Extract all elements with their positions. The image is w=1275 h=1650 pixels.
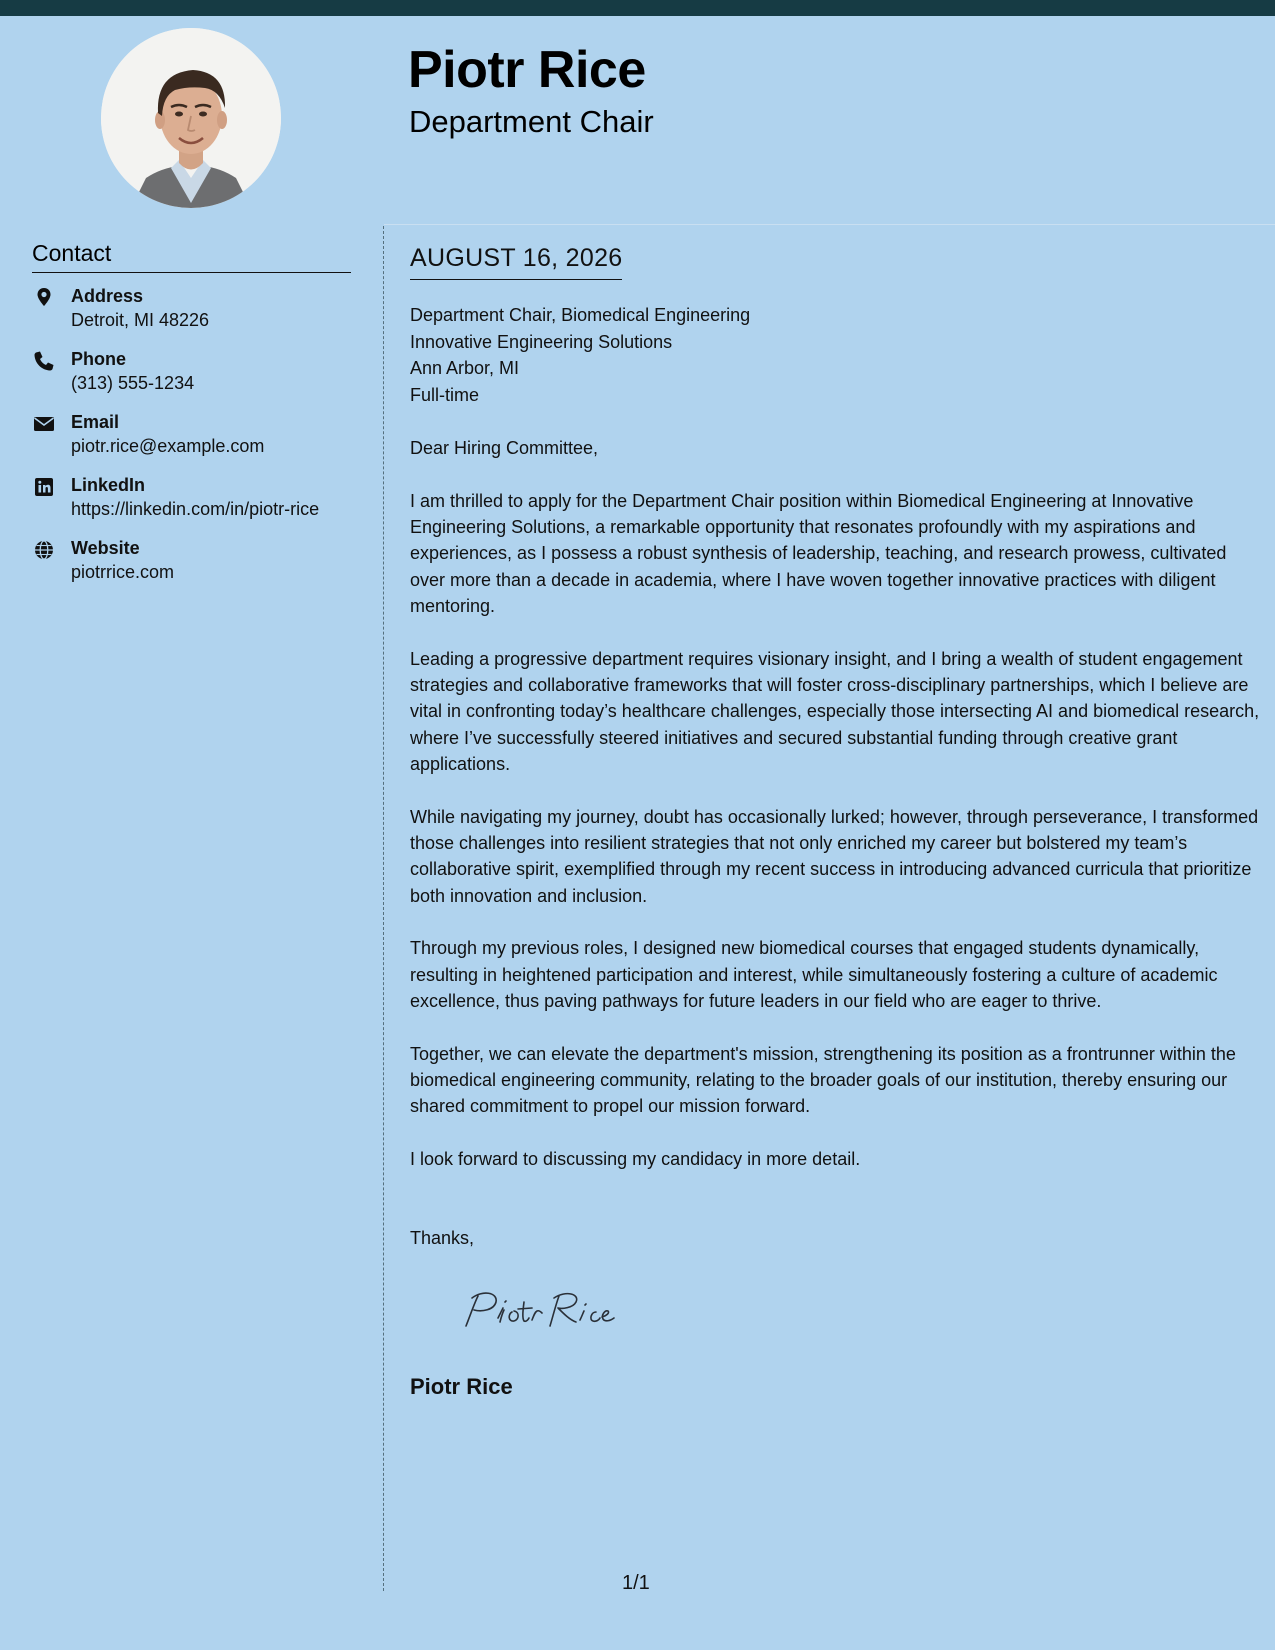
map-pin-icon <box>32 286 56 310</box>
email-value[interactable]: piotr.rice@example.com <box>71 436 265 456</box>
contact-label: Address <box>71 286 144 306</box>
recipient-block <box>410 302 750 408</box>
globe-icon <box>32 538 56 562</box>
letter-paragraph: Through my previous roles, I designed new biomedical courses that engaged students dynamically, resulting in heightened participation and interest, while simultaneously fostering a culture of academic excellence, thus paving pathways for future leaders in our field who are eager to thrive. <box>410 938 1218 1012</box>
address-value: Detroit, MI 48226 <box>71 310 210 330</box>
header-divider <box>384 224 1275 225</box>
contact-label: Phone <box>71 349 127 369</box>
letter-body <box>410 435 1260 1199</box>
contact-heading: Contact <box>32 240 112 266</box>
letter-paragraph: Together, we can elevate the department's mission, strengthening its position as a frontrunner within the biomedical engineering community, relating to the broader goals of our institution, thereby ensuring our shared commitment to propel our mission forward. <box>410 1043 1236 1117</box>
letter-date: AUGUST 16, 2026 <box>410 244 622 280</box>
contact-item-email <box>32 412 372 475</box>
profile-photo <box>101 28 281 208</box>
contact-label: LinkedIn <box>71 475 146 495</box>
signer-name: Piotr Rice <box>410 1374 513 1399</box>
letter-paragraph: I am thrilled to apply for the Department Chair position within Biomedical Engineering at Innovative Engineering Solutions, a remarkable opportunity that resonates profoundly with my aspirations and experiences, as I possess a robust synthesis of leadership, teaching, and research prowess, cultivated over more than a decade in academia, where I have woven together innovative practices with diligent mentoring. <box>410 490 1227 616</box>
phone-value: (313) 555-1234 <box>71 373 195 393</box>
linkedin-icon <box>32 475 56 499</box>
page-number: 1/1 <box>622 1572 650 1594</box>
phone-icon <box>32 349 56 373</box>
applicant-name: Piotr Rice <box>408 41 646 99</box>
linkedin-value[interactable]: https://linkedin.com/in/piotr-rice <box>71 499 320 519</box>
contact-item-address <box>32 286 372 349</box>
letter-paragraph: I look forward to discussing my candidacy in more detail. <box>410 1149 861 1170</box>
applicant-role: Department Chair <box>409 104 654 139</box>
letter-paragraph: Leading a progressive department requires visionary insight, and I bring a wealth of student engagement strategies and collaborative frameworks that will foster cross-disciplinary partnerships, which I believe are vital in confronting today’s healthcare challenges, especially those intersecting AI and biomedical research, where I’ve successfully steered initiatives and secured substantial funding through creative grant applications. <box>410 648 1260 774</box>
top-accent-bar <box>0 0 1275 16</box>
letter-paragraph: While navigating my journey, doubt has occasionally lurked; however, through perseverance, I transformed those challenges into resilient strategies that not only enriched my career but bolstered my team’s collaborative spirit, exemplified through my recent success in introducing advanced curricula that prioritize both innovation and inclusion. <box>410 806 1259 906</box>
salutation: Dear Hiring Committee, <box>410 438 599 458</box>
recipient-line: Full-time <box>410 384 480 405</box>
recipient-line: Department Chair, Biomedical Engineering <box>410 305 751 325</box>
contact-label: Email <box>71 412 120 432</box>
closing: Thanks, <box>410 1228 475 1248</box>
column-divider <box>383 226 384 1591</box>
handwritten-signature <box>452 1282 632 1342</box>
contact-item-phone <box>32 349 372 412</box>
contact-label: Website <box>71 538 140 558</box>
website-value[interactable]: piotrrice.com <box>71 562 175 582</box>
contact-item-website <box>32 538 372 601</box>
contact-item-linkedin <box>32 475 372 538</box>
recipient-line: Ann Arbor, MI <box>410 358 520 378</box>
recipient-line: Innovative Engineering Solutions <box>410 331 673 352</box>
contact-list <box>32 286 372 601</box>
envelope-icon <box>32 412 56 436</box>
contact-heading-underline <box>32 272 351 273</box>
